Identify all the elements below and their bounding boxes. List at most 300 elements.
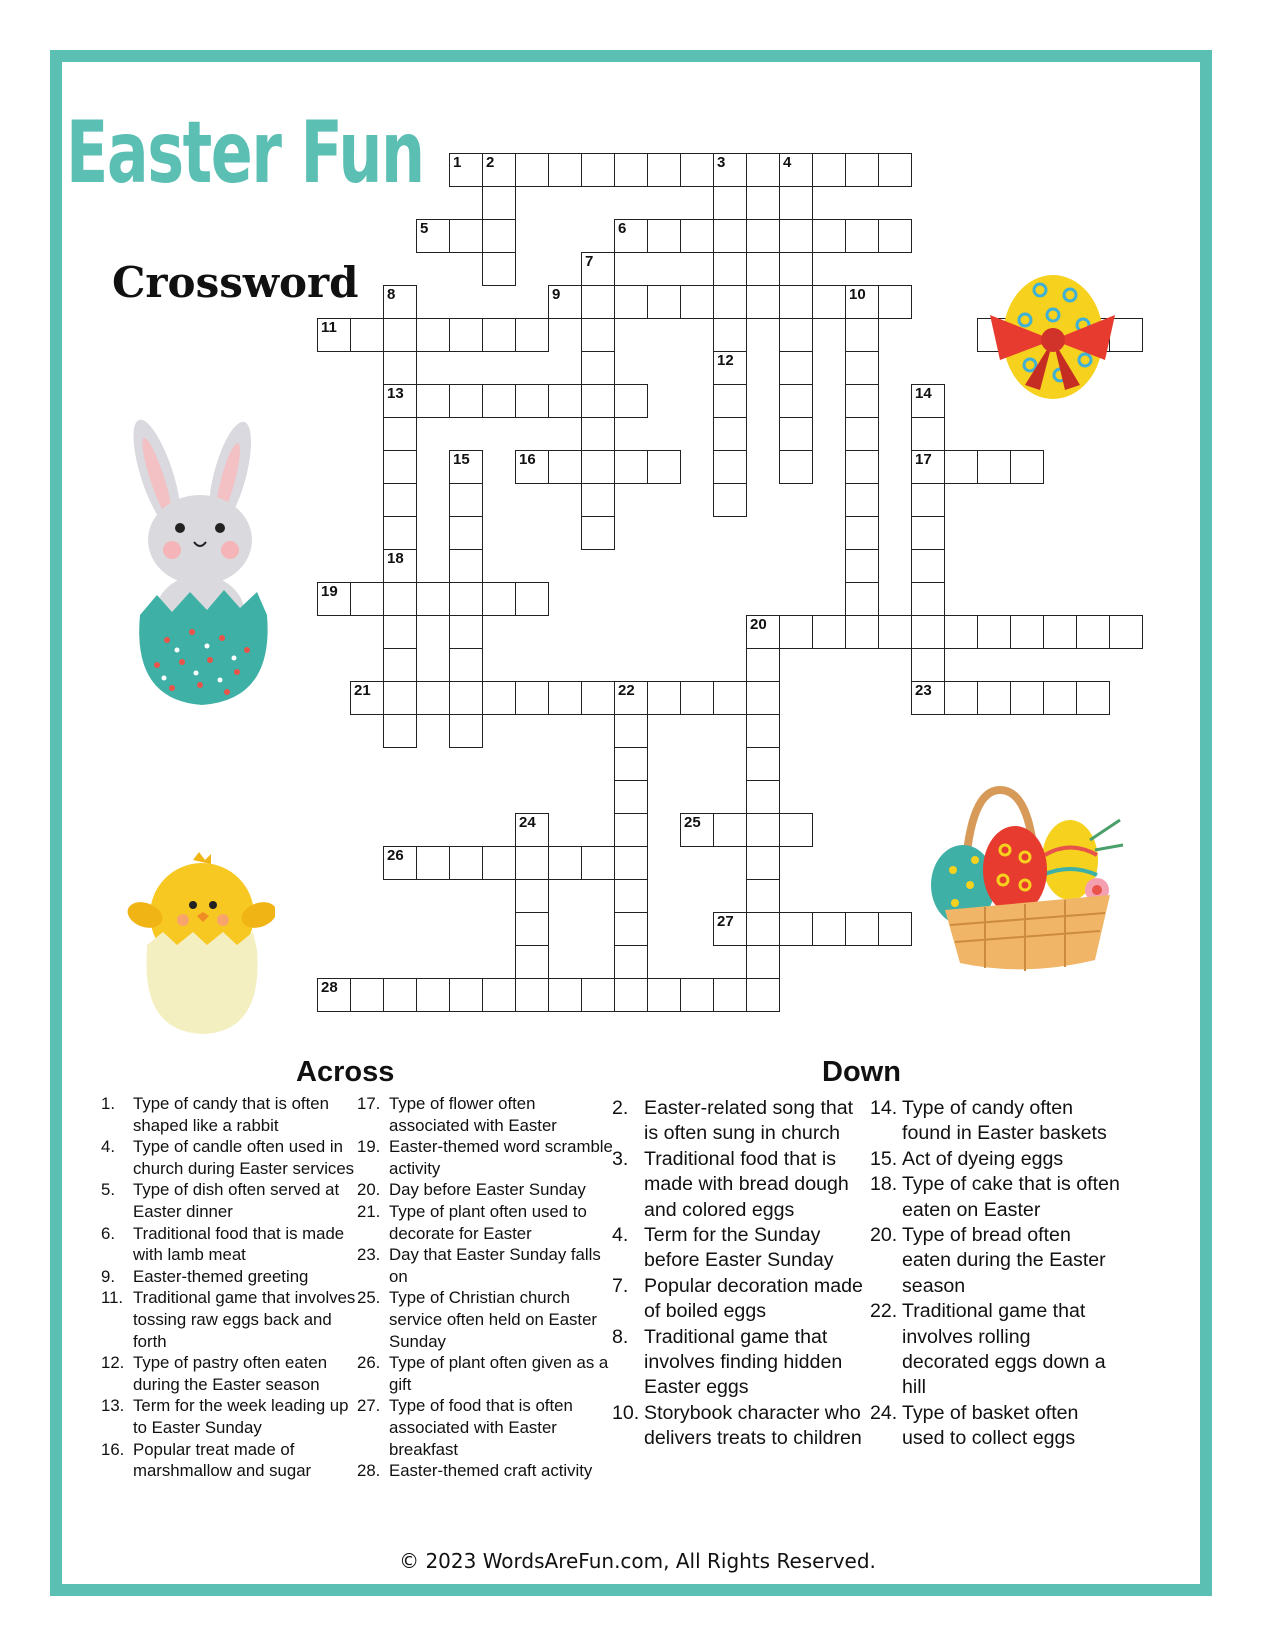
crossword-cell[interactable] bbox=[647, 153, 681, 187]
crossword-cell[interactable] bbox=[812, 219, 846, 253]
crossword-cell[interactable] bbox=[713, 450, 747, 484]
crossword-cell[interactable] bbox=[680, 681, 714, 715]
cell-number: 28 bbox=[321, 979, 338, 996]
crossword-cell[interactable] bbox=[1076, 615, 1110, 649]
crossword-cell[interactable] bbox=[350, 978, 384, 1012]
across-clue bbox=[101, 1287, 356, 1352]
crossword-cell[interactable] bbox=[911, 549, 945, 583]
crossword-cell[interactable] bbox=[449, 483, 483, 517]
crossword-cell[interactable] bbox=[1043, 615, 1077, 649]
crossword-cell[interactable] bbox=[515, 153, 549, 187]
crossword-cell[interactable] bbox=[845, 912, 879, 946]
clue-number: 6. bbox=[101, 1223, 115, 1243]
crossword-cell[interactable] bbox=[746, 285, 780, 319]
crossword-cell[interactable] bbox=[680, 978, 714, 1012]
clue-text: Type of plant often used to decorate for Easter bbox=[389, 1201, 587, 1243]
crossword-cell[interactable] bbox=[482, 153, 516, 187]
clue-text: Term for the Sunday before Easter Sunday bbox=[644, 1224, 834, 1272]
crossword-cell[interactable] bbox=[416, 582, 450, 616]
crossword-cell[interactable] bbox=[746, 945, 780, 979]
crossword-cell[interactable] bbox=[614, 879, 648, 913]
crossword-cell[interactable] bbox=[878, 285, 912, 319]
crossword-cell[interactable] bbox=[779, 912, 813, 946]
crossword-cell[interactable] bbox=[614, 714, 648, 748]
cell-number: 26 bbox=[387, 847, 404, 864]
crossword-cell[interactable] bbox=[449, 219, 483, 253]
crossword-cell[interactable] bbox=[614, 912, 648, 946]
crossword-cell[interactable] bbox=[812, 285, 846, 319]
crossword-cell[interactable] bbox=[944, 681, 978, 715]
crossword-cell[interactable] bbox=[581, 846, 615, 880]
crossword-cell[interactable] bbox=[581, 318, 615, 352]
across-clue bbox=[101, 1439, 356, 1482]
crossword-cell[interactable] bbox=[1010, 615, 1044, 649]
cell-number: 13 bbox=[387, 385, 404, 402]
page-title: Easter Fun bbox=[66, 103, 424, 203]
crossword-cell[interactable] bbox=[713, 351, 747, 385]
crossword-cell[interactable] bbox=[977, 615, 1011, 649]
crossword-cell[interactable] bbox=[779, 252, 813, 286]
clue-text: Easter-related song that is often sung in church bbox=[644, 1097, 854, 1145]
crossword-cell[interactable] bbox=[515, 879, 549, 913]
clue-text: Popular decoration made of boiled eggs bbox=[644, 1274, 863, 1323]
crossword-cell[interactable] bbox=[482, 219, 516, 253]
crossword-cell[interactable] bbox=[614, 846, 648, 880]
crossword-cell[interactable] bbox=[977, 450, 1011, 484]
crossword-cell[interactable] bbox=[581, 384, 615, 418]
crossword-cell[interactable] bbox=[878, 615, 912, 649]
crossword-cell[interactable] bbox=[614, 978, 648, 1012]
crossword-cell[interactable] bbox=[515, 813, 549, 847]
crossword-cell[interactable] bbox=[911, 417, 945, 451]
crossword-cell[interactable] bbox=[416, 384, 450, 418]
crossword-cell[interactable] bbox=[515, 318, 549, 352]
crossword-cell[interactable] bbox=[614, 384, 648, 418]
crossword-cell[interactable] bbox=[680, 153, 714, 187]
cell-number: 4 bbox=[783, 154, 792, 171]
clue-text: Traditional game that involves rolling decorated eggs down a hill bbox=[902, 1300, 1106, 1399]
clue-text: Easter-themed word scramble activity bbox=[389, 1137, 613, 1178]
crossword-cell[interactable] bbox=[845, 549, 879, 583]
down-clue bbox=[612, 1223, 870, 1274]
crossword-cell[interactable] bbox=[383, 582, 417, 616]
crossword-cell[interactable] bbox=[1010, 450, 1044, 484]
crossword-cell[interactable] bbox=[416, 681, 450, 715]
crossword-cell[interactable] bbox=[383, 351, 417, 385]
clue-number: 12. bbox=[101, 1353, 125, 1373]
clue-text: Type of food that is often associated with Easter breakfast bbox=[389, 1396, 573, 1459]
crossword-cell[interactable] bbox=[614, 681, 648, 715]
clue-number: 23. bbox=[357, 1245, 381, 1265]
crossword-cell[interactable] bbox=[383, 318, 417, 352]
crossword-cell[interactable] bbox=[614, 780, 648, 814]
clue-number: 3. bbox=[612, 1147, 629, 1170]
clue-number: 22. bbox=[870, 1300, 898, 1323]
cell-number: 27 bbox=[717, 913, 734, 930]
cell-number: 9 bbox=[552, 286, 561, 303]
crossword-cell[interactable] bbox=[713, 681, 747, 715]
crossword-cell[interactable] bbox=[614, 219, 648, 253]
clue-text: Easter-themed greeting bbox=[133, 1266, 309, 1286]
clue-number: 1. bbox=[101, 1094, 115, 1113]
crossword-cell[interactable] bbox=[449, 846, 483, 880]
down-clue bbox=[870, 1147, 1122, 1172]
crossword-cell[interactable] bbox=[779, 417, 813, 451]
crossword-cell[interactable] bbox=[548, 450, 582, 484]
crossword-cell[interactable] bbox=[581, 417, 615, 451]
crossword-cell[interactable] bbox=[713, 483, 747, 517]
crossword-cell[interactable] bbox=[647, 285, 681, 319]
clue-number: 4. bbox=[101, 1137, 115, 1157]
cell-number: 8 bbox=[387, 286, 396, 303]
crossword-cell[interactable] bbox=[746, 615, 780, 649]
across-clues-column-1 bbox=[101, 1093, 356, 1482]
clue-text: Term for the week leading up to Easter Sunday bbox=[133, 1396, 349, 1437]
clue-number: 28. bbox=[357, 1461, 381, 1481]
crossword-cell[interactable] bbox=[383, 549, 417, 583]
cell-number: 17 bbox=[915, 451, 932, 468]
crossword-cell[interactable] bbox=[713, 978, 747, 1012]
crossword-cell[interactable] bbox=[746, 681, 780, 715]
crossword-cell[interactable] bbox=[614, 747, 648, 781]
crossword-cell[interactable] bbox=[614, 945, 648, 979]
crossword-cell[interactable] bbox=[482, 318, 516, 352]
crossword-cell[interactable] bbox=[548, 978, 582, 1012]
crossword-cell[interactable] bbox=[713, 813, 747, 847]
crossword-cell[interactable] bbox=[845, 450, 879, 484]
crossword-cell[interactable] bbox=[845, 219, 879, 253]
crossword-cell[interactable] bbox=[449, 681, 483, 715]
clue-number: 13. bbox=[101, 1396, 125, 1416]
crossword-cell[interactable] bbox=[713, 318, 747, 352]
crossword-cell[interactable] bbox=[1010, 681, 1044, 715]
crossword-cell[interactable] bbox=[482, 846, 516, 880]
cell-number: 15 bbox=[453, 451, 470, 468]
crossword-cell[interactable] bbox=[680, 285, 714, 319]
crossword-cell[interactable] bbox=[581, 516, 615, 550]
crossword-cell[interactable] bbox=[680, 219, 714, 253]
crossword-cell[interactable] bbox=[449, 714, 483, 748]
cell-number: 6 bbox=[618, 220, 627, 237]
clue-text: Type of Christian church service often held on Easter Sunday bbox=[389, 1288, 598, 1351]
easter-basket-icon bbox=[925, 785, 1130, 975]
crossword-cell[interactable] bbox=[317, 582, 351, 616]
crossword-cell[interactable] bbox=[1076, 681, 1110, 715]
crossword-cell[interactable] bbox=[911, 384, 945, 418]
crossword-cell[interactable] bbox=[515, 978, 549, 1012]
crossword-cell[interactable] bbox=[614, 813, 648, 847]
crossword-cell[interactable] bbox=[779, 153, 813, 187]
clue-number: 14. bbox=[870, 1097, 898, 1119]
down-clue bbox=[612, 1274, 870, 1325]
crossword-cell[interactable] bbox=[845, 615, 879, 649]
crossword-cell[interactable] bbox=[1043, 681, 1077, 715]
crossword-cell[interactable] bbox=[779, 219, 813, 253]
crossword-cell[interactable] bbox=[383, 516, 417, 550]
crossword-cell[interactable] bbox=[713, 186, 747, 220]
cell-number: 11 bbox=[321, 319, 337, 336]
crossword-cell[interactable] bbox=[845, 384, 879, 418]
clue-text: Type of candle often used in church during Easter services bbox=[133, 1137, 355, 1178]
crossword-cell[interactable] bbox=[845, 318, 879, 352]
clue-number: 19. bbox=[357, 1137, 381, 1157]
clue-number: 2. bbox=[612, 1097, 629, 1119]
crossword-cell[interactable] bbox=[416, 318, 450, 352]
down-clue bbox=[612, 1096, 870, 1147]
crossword-cell[interactable] bbox=[482, 384, 516, 418]
across-clue bbox=[101, 1223, 356, 1266]
crossword-cell[interactable] bbox=[449, 615, 483, 649]
crossword-cell[interactable] bbox=[713, 252, 747, 286]
clue-text: Day that Easter Sunday falls on bbox=[389, 1245, 601, 1286]
crossword-cell[interactable] bbox=[515, 846, 549, 880]
crossword-cell[interactable] bbox=[911, 516, 945, 550]
clue-text: Act of dyeing eggs bbox=[902, 1147, 1064, 1170]
crossword-cell[interactable] bbox=[515, 945, 549, 979]
crossword-cell[interactable] bbox=[779, 285, 813, 319]
clue-text: Type of cake that is often eaten on Easter bbox=[902, 1173, 1120, 1221]
crossword-cell[interactable] bbox=[614, 285, 648, 319]
crossword-cell[interactable] bbox=[581, 978, 615, 1012]
down-clue bbox=[870, 1401, 1122, 1452]
crossword-cell[interactable] bbox=[383, 615, 417, 649]
crossword-cell[interactable] bbox=[383, 714, 417, 748]
crossword-cell[interactable] bbox=[581, 252, 615, 286]
crossword-cell[interactable] bbox=[482, 582, 516, 616]
crossword-cell[interactable] bbox=[350, 582, 384, 616]
crossword-cell[interactable] bbox=[317, 978, 351, 1012]
down-clue bbox=[870, 1299, 1122, 1401]
crossword-cell[interactable] bbox=[845, 483, 879, 517]
cell-number: 12 bbox=[717, 352, 734, 369]
crossword-cell[interactable] bbox=[845, 417, 879, 451]
crossword-cell[interactable] bbox=[845, 153, 879, 187]
crossword-cell[interactable] bbox=[548, 681, 582, 715]
crossword-cell[interactable] bbox=[515, 384, 549, 418]
crossword-cell[interactable] bbox=[449, 516, 483, 550]
cell-number: 22 bbox=[618, 682, 635, 699]
clue-text: Traditional food that is made with lamb meat bbox=[133, 1223, 345, 1265]
across-clue bbox=[101, 1136, 356, 1179]
crossword-cell[interactable] bbox=[713, 285, 747, 319]
crossword-cell[interactable] bbox=[746, 714, 780, 748]
crossword-cell[interactable] bbox=[779, 813, 813, 847]
clue-text: Traditional game that involves finding hidden Easter eggs bbox=[644, 1325, 843, 1399]
crossword-cell[interactable] bbox=[911, 450, 945, 484]
crossword-cell[interactable] bbox=[845, 516, 879, 550]
clue-number: 24. bbox=[870, 1401, 898, 1424]
clue-text: Easter-themed craft activity bbox=[389, 1461, 593, 1481]
across-clue bbox=[101, 1395, 356, 1438]
cell-number: 1 bbox=[453, 154, 462, 171]
crossword-cell[interactable] bbox=[779, 351, 813, 385]
crossword-cell[interactable] bbox=[449, 384, 483, 418]
cell-number: 21 bbox=[354, 682, 371, 699]
crossword-cell[interactable] bbox=[680, 813, 714, 847]
crossword-cell[interactable] bbox=[383, 450, 417, 484]
crossword-cell[interactable] bbox=[713, 417, 747, 451]
crossword-cell[interactable] bbox=[779, 615, 813, 649]
bunny-in-egg-icon bbox=[112, 400, 292, 720]
crossword-cell[interactable] bbox=[878, 912, 912, 946]
crossword-cell[interactable] bbox=[581, 483, 615, 517]
cell-number: 14 bbox=[915, 385, 932, 402]
crossword-cell[interactable] bbox=[515, 582, 549, 616]
clue-text: Type of bread often eaten during the Easter season bbox=[902, 1224, 1106, 1297]
crossword-cell[interactable] bbox=[548, 153, 582, 187]
crossword-cell[interactable] bbox=[581, 450, 615, 484]
crossword-cell[interactable] bbox=[647, 978, 681, 1012]
crossword-cell[interactable] bbox=[746, 879, 780, 913]
crossword-cell[interactable] bbox=[779, 318, 813, 352]
cell-number: 19 bbox=[321, 583, 338, 600]
clue-text: Storybook character who delivers treats to children bbox=[644, 1401, 862, 1450]
clue-text: Day before Easter Sunday bbox=[389, 1180, 586, 1200]
crossword-cell[interactable] bbox=[383, 681, 417, 715]
crossword-cell[interactable] bbox=[515, 681, 549, 715]
crossword-cell[interactable] bbox=[449, 450, 483, 484]
across-clue bbox=[101, 1266, 356, 1288]
crossword-cell[interactable] bbox=[482, 186, 516, 220]
crossword-cell[interactable] bbox=[746, 219, 780, 253]
crossword-cell[interactable] bbox=[911, 615, 945, 649]
chick-in-egg-icon bbox=[125, 850, 275, 1040]
crossword-cell[interactable] bbox=[581, 681, 615, 715]
across-clue bbox=[357, 1136, 617, 1179]
crossword-cell[interactable] bbox=[482, 252, 516, 286]
clue-text: Popular treat made of marshmallow and sugar bbox=[133, 1439, 312, 1481]
clue-number: 26. bbox=[357, 1353, 381, 1373]
crossword-cell[interactable] bbox=[317, 318, 351, 352]
crossword-cell[interactable] bbox=[713, 219, 747, 253]
crossword-cell[interactable] bbox=[350, 681, 384, 715]
crossword-cell[interactable] bbox=[911, 483, 945, 517]
crossword-cell[interactable] bbox=[383, 384, 417, 418]
crossword-cell[interactable] bbox=[383, 417, 417, 451]
down-clue bbox=[612, 1401, 870, 1452]
clue-number: 25. bbox=[357, 1288, 381, 1308]
crossword-cell[interactable] bbox=[746, 813, 780, 847]
across-clue bbox=[357, 1287, 617, 1352]
clue-number: 9. bbox=[101, 1266, 115, 1286]
crossword-cell[interactable] bbox=[482, 681, 516, 715]
crossword-cell[interactable] bbox=[713, 153, 747, 187]
clue-text: Type of dish often served at Easter dinner bbox=[133, 1180, 340, 1221]
crossword-cell[interactable] bbox=[383, 846, 417, 880]
cell-number: 5 bbox=[420, 220, 429, 237]
crossword-cell[interactable] bbox=[449, 153, 483, 187]
crossword-cell[interactable] bbox=[581, 351, 615, 385]
cell-number: 25 bbox=[684, 814, 701, 831]
across-clue bbox=[357, 1352, 617, 1395]
down-clue bbox=[612, 1325, 870, 1401]
clue-number: 8. bbox=[612, 1325, 629, 1348]
crossword-cell[interactable] bbox=[449, 648, 483, 682]
across-clue bbox=[101, 1352, 356, 1395]
crossword-cell[interactable] bbox=[845, 582, 879, 616]
crossword-cell[interactable] bbox=[911, 648, 945, 682]
cell-number: 7 bbox=[585, 253, 594, 270]
crossword-cell[interactable] bbox=[548, 384, 582, 418]
crossword-cell[interactable] bbox=[416, 978, 450, 1012]
crossword-cell[interactable] bbox=[779, 384, 813, 418]
crossword-cell[interactable] bbox=[548, 285, 582, 319]
crossword-cell[interactable] bbox=[647, 681, 681, 715]
crossword-cell[interactable] bbox=[944, 450, 978, 484]
crossword-cell[interactable] bbox=[746, 780, 780, 814]
crossword-cell[interactable] bbox=[515, 450, 549, 484]
crossword-cell[interactable] bbox=[944, 615, 978, 649]
crossword-cell[interactable] bbox=[581, 153, 615, 187]
crossword-cell[interactable] bbox=[779, 186, 813, 220]
crossword-cell[interactable] bbox=[812, 615, 846, 649]
crossword-cell[interactable] bbox=[713, 912, 747, 946]
down-clue bbox=[870, 1172, 1122, 1223]
crossword-cell[interactable] bbox=[647, 450, 681, 484]
crossword-cell[interactable] bbox=[746, 153, 780, 187]
crossword-cell[interactable] bbox=[581, 285, 615, 319]
copyright-notice: © 2023 WordsAreFun.com, All Rights Reserved. bbox=[399, 1549, 876, 1573]
crossword-cell[interactable] bbox=[812, 153, 846, 187]
crossword-cell[interactable] bbox=[746, 648, 780, 682]
crossword-cell[interactable] bbox=[416, 846, 450, 880]
crossword-cell[interactable] bbox=[746, 747, 780, 781]
crossword-cell[interactable] bbox=[911, 582, 945, 616]
cell-number: 18 bbox=[387, 550, 404, 567]
crossword-cell[interactable] bbox=[383, 978, 417, 1012]
crossword-cell[interactable] bbox=[515, 912, 549, 946]
crossword-cell[interactable] bbox=[878, 219, 912, 253]
crossword-cell[interactable] bbox=[746, 846, 780, 880]
crossword-cell[interactable] bbox=[1109, 615, 1143, 649]
crossword-cell[interactable] bbox=[878, 153, 912, 187]
crossword-cell[interactable] bbox=[713, 384, 747, 418]
crossword-cell[interactable] bbox=[383, 285, 417, 319]
cell-number: 2 bbox=[486, 154, 495, 171]
crossword-cell[interactable] bbox=[977, 681, 1011, 715]
crossword-cell[interactable] bbox=[746, 978, 780, 1012]
clue-text: Type of pastry often eaten during the Easter season bbox=[133, 1353, 328, 1394]
crossword-cell[interactable] bbox=[449, 318, 483, 352]
crossword-cell[interactable] bbox=[614, 450, 648, 484]
crossword-cell[interactable] bbox=[548, 846, 582, 880]
crossword-cell[interactable] bbox=[812, 912, 846, 946]
clue-number: 10. bbox=[612, 1401, 640, 1424]
crossword-cell[interactable] bbox=[746, 912, 780, 946]
crossword-cell[interactable] bbox=[647, 219, 681, 253]
crossword-cell[interactable] bbox=[449, 549, 483, 583]
across-clue bbox=[357, 1179, 617, 1201]
crossword-cell[interactable] bbox=[911, 681, 945, 715]
crossword-cell[interactable] bbox=[614, 153, 648, 187]
clue-number: 27. bbox=[357, 1396, 381, 1416]
crossword-cell[interactable] bbox=[383, 483, 417, 517]
crossword-cell[interactable] bbox=[416, 219, 450, 253]
across-clue bbox=[357, 1460, 617, 1482]
crossword-cell[interactable] bbox=[845, 351, 879, 385]
crossword-cell[interactable] bbox=[845, 285, 879, 319]
crossword-cell[interactable] bbox=[449, 582, 483, 616]
crossword-cell[interactable] bbox=[449, 978, 483, 1012]
clue-number: 15. bbox=[870, 1147, 898, 1170]
crossword-cell[interactable] bbox=[779, 450, 813, 484]
cell-number: 23 bbox=[915, 682, 932, 699]
crossword-cell[interactable] bbox=[350, 318, 384, 352]
down-clues-column-1 bbox=[612, 1096, 870, 1452]
crossword-cell[interactable] bbox=[482, 978, 516, 1012]
crossword-cell[interactable] bbox=[383, 648, 417, 682]
across-clue bbox=[357, 1395, 617, 1460]
